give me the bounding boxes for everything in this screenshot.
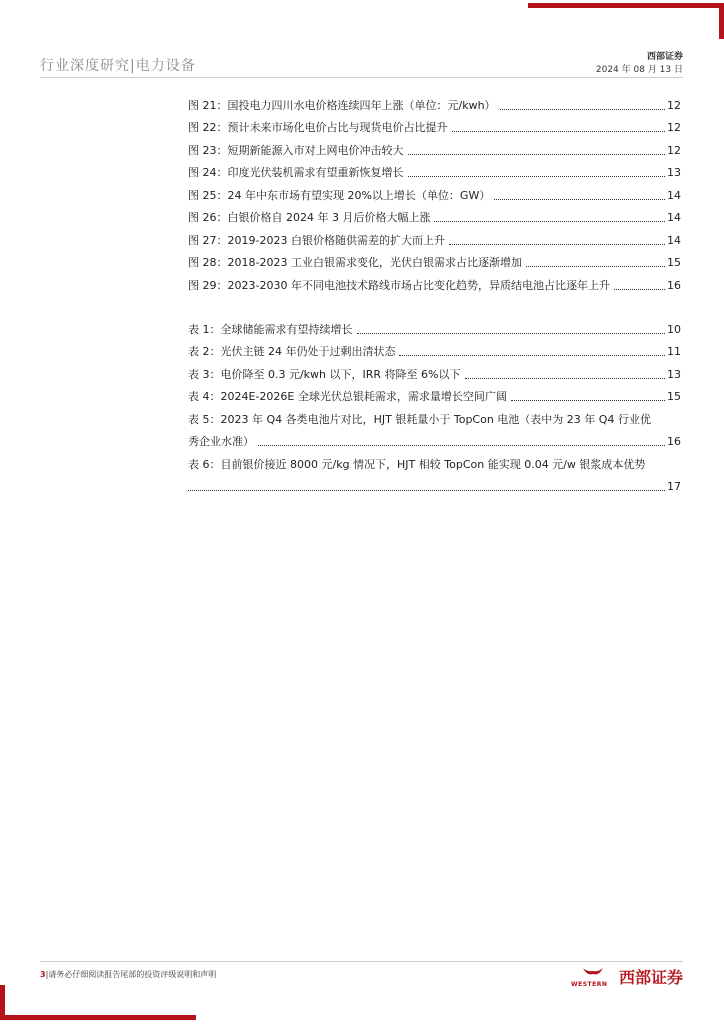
toc-page-number: 17: [667, 480, 681, 493]
toc-entry-title: 表 2：光伏主链 24 年仍处于过剩出清状态: [188, 345, 396, 358]
toc-entry-table[interactable]: [188, 449, 681, 494]
toc-entry-figure[interactable]: [188, 203, 681, 226]
leader-dots: [408, 154, 666, 155]
footer-disclaimer: [40, 969, 216, 980]
leader-dots: [465, 378, 666, 379]
toc-entry-title: 图 27：2019-2023 白银价格随供需差的扩大而上升: [188, 233, 445, 247]
toc-entry-figure[interactable]: [188, 248, 681, 271]
leader-dots: [399, 355, 665, 356]
toc-entry-figure[interactable]: [188, 158, 681, 181]
logo-english-text: WESTERN: [570, 980, 608, 988]
report-date: 2024 年 08 月 13 日: [595, 65, 683, 75]
toc-entry-figure[interactable]: [188, 180, 681, 203]
corner-accent-top: [528, 3, 724, 8]
leader-dots: [614, 289, 665, 290]
toc-page-number: 16: [667, 435, 681, 448]
report-section-title: 行业深度研究|电力设备: [40, 58, 196, 74]
header-brand: 西部证券: [646, 52, 683, 62]
toc-entry-title: 图 21：国投电力四川水电价格连续四年上涨（单位：元/kwh）: [188, 98, 496, 112]
leader-dots: [452, 131, 666, 132]
toc-page-number: 16: [667, 278, 681, 292]
leader-dots: [258, 445, 665, 446]
toc-page-number: 13: [667, 166, 681, 179]
toc-entry-title: 图 25：24 年中东市场有望实现 20%以上增长（单位：GW）: [188, 188, 491, 202]
toc-entry-title: 表 5：2023 年 Q4 各类电池片对比，HJT 银耗量小于 TopCon 电池（表中为 23 年 Q4 行业优: [188, 412, 651, 426]
toc-page-number: 15: [667, 256, 681, 269]
toc-page-number: 13: [667, 367, 681, 381]
toc-entry-figure[interactable]: [188, 225, 681, 248]
leader-dots: [500, 109, 665, 110]
toc-entry-title: 图 28：2018-2023 工业白银需求变化，光伏白银需求占比逐渐增加: [188, 256, 522, 269]
bull-horns-icon: [581, 966, 605, 978]
toc-entry-table[interactable]: [188, 404, 681, 449]
toc-entry-title: 图 26：白银价格自 2024 年 3 月后价格大幅上涨: [188, 211, 431, 224]
toc-page-number: 11: [667, 345, 681, 358]
corner-accent-bottom: [0, 1015, 196, 1020]
table-index: [188, 314, 681, 494]
toc-entry-title: 表 6：目前银价接近 8000 元/kg 情况下，HJT 相较 TopCon 能实现 0.04 元/w 银浆成本优势: [188, 457, 646, 471]
toc-entry-figure[interactable]: [188, 270, 681, 293]
figure-index: [188, 90, 681, 293]
leader-dots: [494, 199, 665, 200]
toc-page-number: 14: [667, 211, 681, 224]
leader-dots: [526, 266, 665, 267]
toc-entry-table[interactable]: [188, 314, 681, 337]
toc-entry-title: 表 1：全球储能需求有望持续增长: [188, 322, 353, 336]
footer-divider: [40, 961, 683, 962]
toc-page-number: 12: [667, 98, 681, 112]
toc-entry-title-continued: 秀企业水准）: [188, 435, 254, 448]
logo-chinese-text: 西部证券: [618, 968, 683, 987]
toc-page-number: 14: [667, 233, 681, 247]
toc-page-number: 15: [667, 390, 681, 403]
toc-entry-title: 图 22：预计未来市场化电价占比与现货电价占比提升: [188, 121, 448, 134]
leader-dots: [434, 221, 665, 222]
corner-accent-right: [719, 3, 724, 39]
bull-logo-icon: [571, 966, 615, 988]
toc-entry-table[interactable]: [188, 382, 681, 405]
toc-entry-figure[interactable]: [188, 90, 681, 113]
page-number: 3: [40, 970, 46, 979]
toc-entry-title: 表 3：电价降至 0.3 元/kwh 以下，IRR 将降至 6%以下: [188, 367, 461, 381]
disclaimer-text: |请务必仔细阅读报告尾部的投资评级说明和声明: [45, 970, 217, 979]
leader-dots: [511, 400, 665, 401]
toc-entry-title: 图 24：印度光伏装机需求有望重新恢复增长: [188, 166, 404, 179]
leader-dots: [408, 176, 666, 177]
toc-entry-title: 表 4：2024E-2026E 全球光伏总银耗需求，需求量增长空间广阔: [188, 390, 507, 403]
leader-dots: [188, 490, 665, 491]
toc-page-number: 14: [667, 188, 681, 202]
toc-entry-table[interactable]: [188, 337, 681, 360]
toc-page-number: 12: [667, 143, 681, 157]
leader-dots: [449, 244, 665, 245]
toc-page-number: 10: [667, 322, 681, 336]
toc-entry-figure[interactable]: [188, 135, 681, 158]
toc-entry-title: 图 29：2023-2030 年不同电池技术路线市场占比变化趋势，异质结电池占比逐年上升: [188, 278, 610, 292]
company-logo: [571, 965, 683, 988]
corner-accent-left: [0, 985, 5, 1020]
toc-page-number: 12: [667, 121, 681, 134]
toc-entry-figure[interactable]: [188, 113, 681, 136]
leader-dots: [357, 333, 666, 334]
toc-entry-table[interactable]: [188, 359, 681, 382]
header-divider: [40, 77, 683, 78]
toc-entry-title: 图 23：短期新能源入市对上网电价冲击较大: [188, 143, 404, 157]
